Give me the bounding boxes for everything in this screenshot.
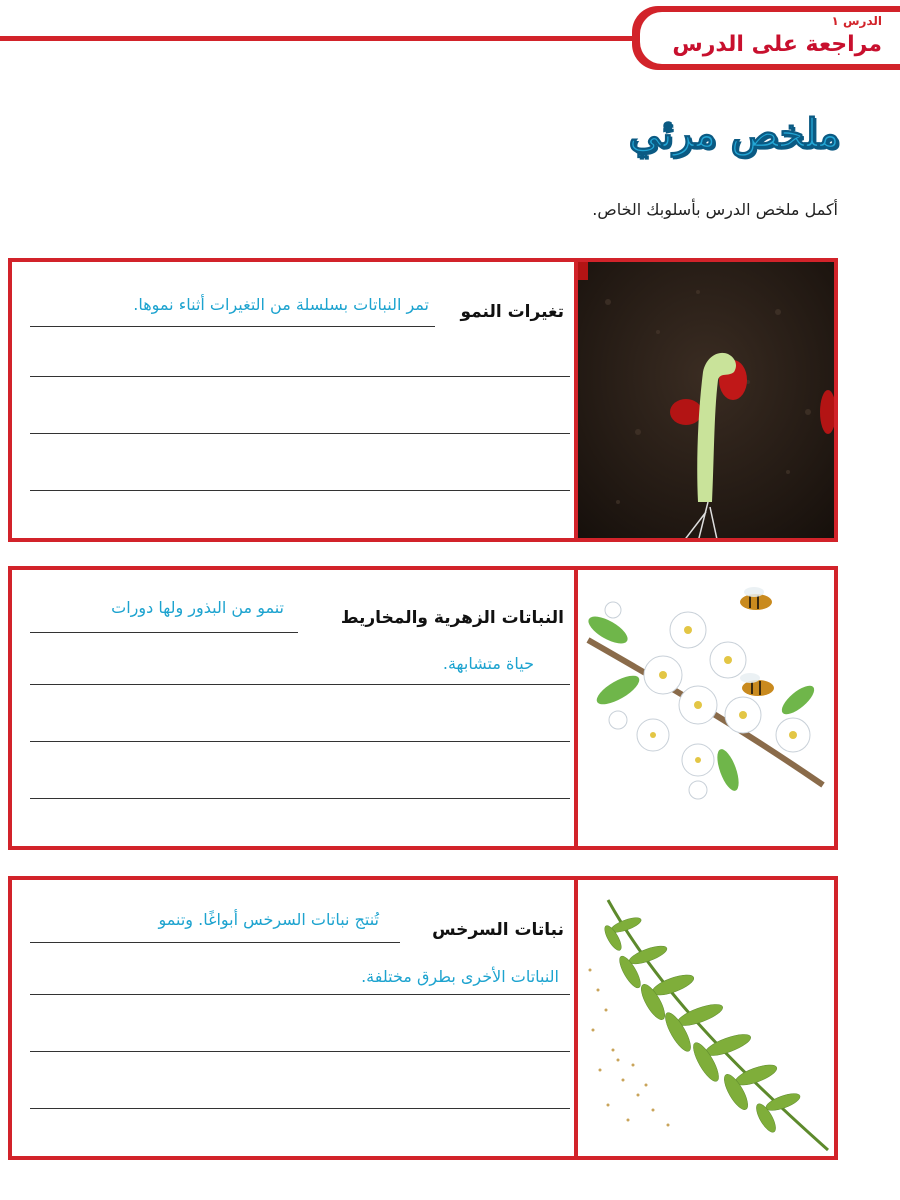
fern-illustration — [578, 880, 834, 1160]
answer-line-1: تمر النباتات بسلسلة من التغيرات أثناء نموها. — [133, 295, 429, 314]
fern-image — [578, 876, 838, 1160]
instructions-text: أكمل ملخص الدرس بأسلوبك الخاص. — [592, 200, 838, 219]
writing-line — [30, 490, 570, 491]
writing-line — [30, 433, 570, 434]
section-text-box — [8, 876, 578, 1160]
lesson-title: مراجعة على الدرس — [672, 32, 882, 57]
writing-line — [30, 326, 435, 327]
section-text-box — [8, 566, 578, 850]
lesson-number: الدرس ١ — [831, 14, 882, 28]
writing-line — [30, 942, 400, 943]
answer-line-1: تنمو من البذور ولها دورات — [111, 598, 284, 617]
writing-line — [30, 798, 570, 799]
bee-icon — [740, 673, 774, 696]
lesson-tab-inner — [640, 12, 900, 64]
answer-line-1: تُنتج نباتات السرخس أبواغًا. وتنمو — [158, 910, 379, 929]
bee-icon — [740, 587, 772, 610]
writing-line — [30, 376, 570, 377]
section-ferns — [8, 876, 838, 1160]
page-title: ملخص مرئي — [628, 110, 840, 157]
answer-line-2: حياة متشابهة. — [442, 654, 534, 673]
writing-line — [30, 1108, 570, 1109]
writing-line — [30, 1051, 570, 1052]
writing-line — [30, 632, 298, 633]
seedling-image — [578, 258, 838, 542]
flowering-branch-illustration — [578, 570, 834, 850]
writing-line — [30, 741, 570, 742]
section-heading: تغيرات النمو — [460, 302, 564, 322]
section-text-box — [8, 258, 578, 542]
writing-line — [30, 684, 570, 685]
seedling-illustration — [578, 262, 834, 542]
writing-line — [30, 994, 570, 995]
section-flowering-plants — [8, 566, 838, 850]
flowering-branch-image — [578, 566, 838, 850]
header-rule — [0, 36, 660, 41]
section-growth-changes — [8, 258, 838, 542]
answer-line-2: النباتات الأخرى بطرق مختلفة. — [361, 967, 559, 986]
section-heading: نباتات السرخس — [432, 920, 564, 940]
section-heading: النباتات الزهرية والمخاريط — [340, 608, 564, 628]
